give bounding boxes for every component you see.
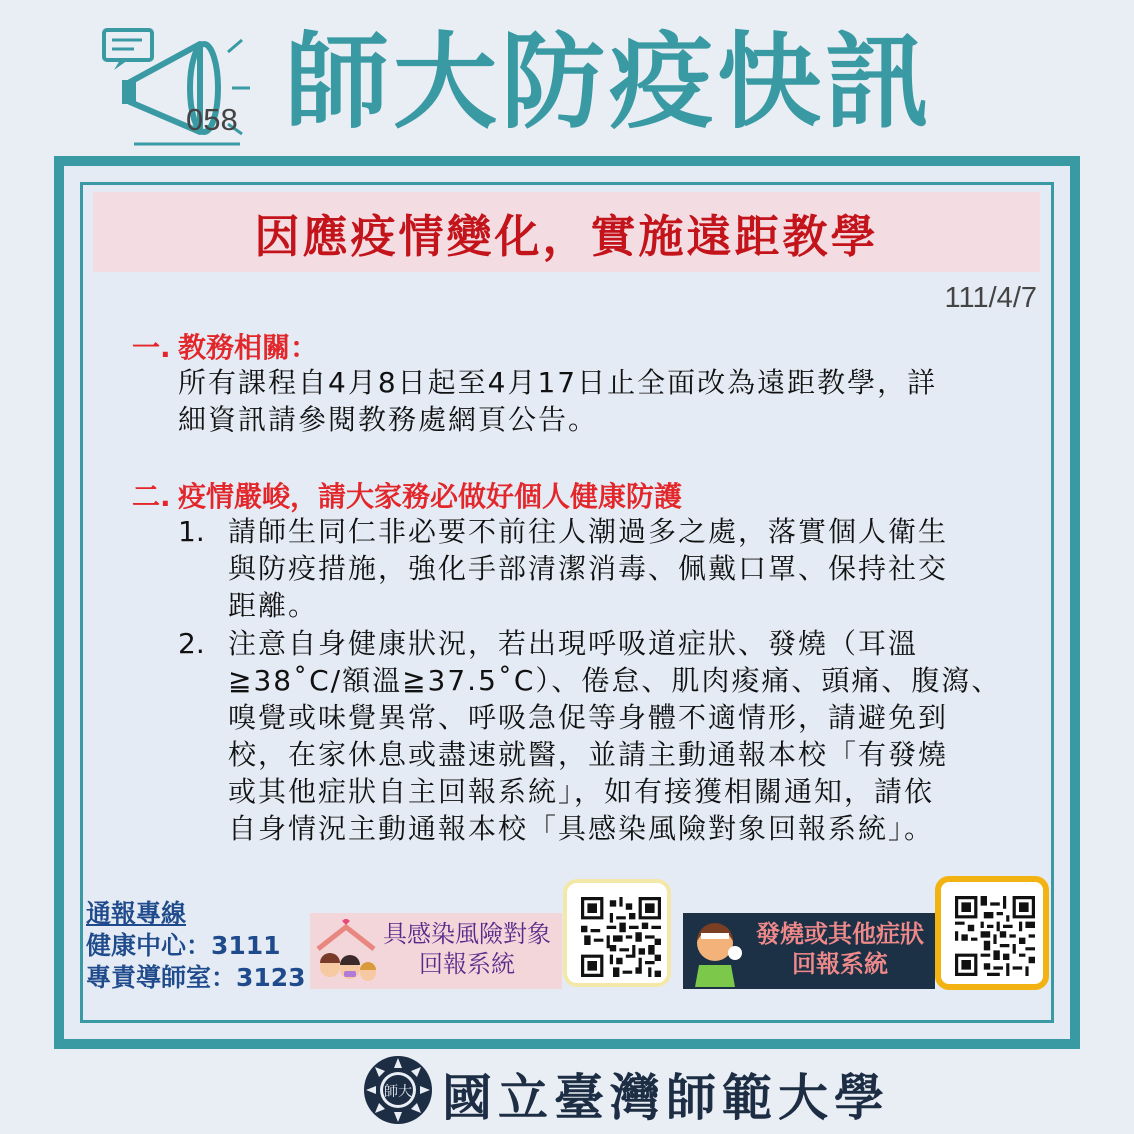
section-2-heading: [132, 475, 682, 515]
headline-banner: [93, 192, 1040, 272]
item-2-number: 2.: [178, 627, 205, 660]
sick-person-icon: [689, 917, 747, 987]
risk-report-label-line2: 回報系統: [419, 950, 515, 978]
item-1-number: 1.: [178, 515, 205, 548]
seal-text: 師大: [384, 1084, 412, 1100]
headline: 因應疫情變化，實施遠距教學: [254, 209, 879, 263]
hotline-health-center: 健康中心：3111: [86, 931, 281, 960]
notice-date: 111/4/7: [944, 282, 1037, 314]
house-family-icon: [314, 919, 378, 987]
issue-number: 058: [186, 102, 238, 137]
fever-report-label-line1: 發燒或其他症狀: [756, 920, 924, 948]
university-seal-icon: [362, 1054, 434, 1126]
section-1-body: 所有課程自4月8日起至4月17日止全面改為遠距教學，詳 細資訊請參閱教務處網頁公告。: [178, 366, 938, 436]
hotline-block: [86, 898, 306, 994]
qr-code-icon: [581, 897, 661, 977]
risk-report-label: [374, 919, 560, 979]
qr-code-icon: [955, 896, 1035, 976]
hotline-counseling: 專責導師室：3123: [86, 963, 306, 992]
section-2-number: 二.: [132, 480, 171, 513]
item-1-text: 請師生同仁非必要不前往人潮過多之處，落實個人衛生 與防疫措施，強化手部清潔消毒、佩戴口罩、保持社交 距離。: [228, 515, 949, 622]
section-1-heading: [132, 326, 318, 366]
university-name: 國立臺灣師範大學: [442, 1068, 890, 1127]
risk-report-qr-code[interactable]: [563, 879, 671, 987]
fever-report-label: [745, 919, 935, 979]
section-1-number: 一.: [132, 331, 171, 364]
header: [0, 0, 1134, 160]
fever-report-label-line2: 回報系統: [792, 950, 888, 978]
section-2-title: 疫情嚴峻，請大家務必做好個人健康防護: [178, 480, 683, 513]
page-title: 師大防疫快訊: [285, 21, 934, 143]
risk-report-label-line1: 具感染風險對象: [383, 920, 551, 948]
risk-report-badge[interactable]: [310, 913, 562, 989]
fever-report-badge[interactable]: [683, 913, 935, 989]
fever-report-qr-code[interactable]: [935, 876, 1049, 990]
item-2-text: 注意自身健康狀況，若出現呼吸道症狀、發燒（耳溫 ≧38˚C/額溫≧37.5˚C）、倦怠、肌肉痠痛、頭痛、腹瀉、 嗅覺或味覺異常、呼吸急促等身體不適情形，請避免到 校，在家休息或盡速就醫，並請主動通報本校「有發燒 或其他症狀自主回報系統」，如有接獲相關通知，請依 自身情況主動通報本校「具感染風險對象回報系統」。: [228, 627, 1002, 845]
section-1-title: 教務相關：: [178, 331, 319, 364]
hotline-title[interactable]: 通報專線: [86, 899, 187, 928]
